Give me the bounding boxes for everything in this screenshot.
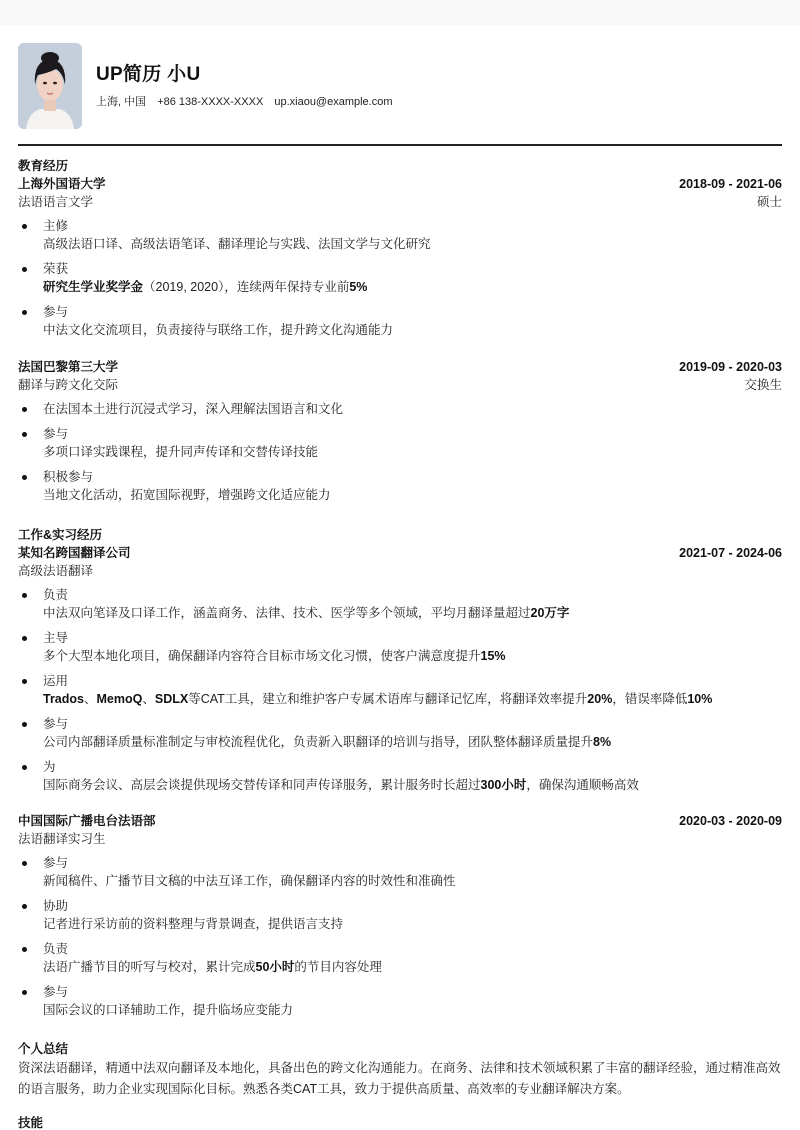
education-entry <box>18 175 782 339</box>
company-name: 某知名跨国翻译公司 <box>18 546 131 560</box>
skills-section <box>18 1114 782 1130</box>
summary-text: 资深法语翻译，精通中法双向翻译及本地化，具备出色的跨文化沟通能力。在商务、法律和技术领域积累了丰富的翻译经验，通过精准高效的语言服务，助力企业实现国际化目标。熟悉各类CAT工具，致力于提供高质量、高效率的专业翻译解决方案。 <box>18 1061 781 1096</box>
header-divider <box>18 144 782 146</box>
header-info <box>96 43 401 109</box>
list-item: 主修 高级法语口译、高级法语笔译、翻译理论与实践、法国文学与文化研究 <box>18 217 782 253</box>
major: 翻译与跨文化交际 <box>18 378 119 392</box>
company-name: 中国国际广播电台法语部 <box>18 814 156 828</box>
date-range: 2019-09 - 2020-03 <box>679 360 782 374</box>
list-item: 主导 多个大型本地化项目，确保翻译内容符合目标市场文化习惯，使客户满意度提升15% <box>18 629 782 665</box>
date-range: 2021-07 - 2024-06 <box>679 546 782 560</box>
work-entry <box>18 544 782 794</box>
list-item: 协助 记者进行采访前的资料整理与背景调查，提供语言支持 <box>18 897 782 933</box>
summary-section <box>18 1040 782 1100</box>
list-item: 参与 新闻稿件、广播节目文稿的中法互译工作，确保翻译内容的时效性和准确性 <box>18 854 782 890</box>
email: up.xiaou@example.com <box>274 96 393 108</box>
section-title-skills: 技能 <box>18 1116 44 1130</box>
list-item: 参与 国际会议的口译辅助工作，提升临场应变能力 <box>18 983 782 1019</box>
work-section <box>18 526 782 801</box>
job-role: 高级法语翻译 <box>18 564 94 578</box>
location: 上海, 中国 <box>96 96 147 108</box>
school-name: 上海外国语大学 <box>18 177 106 191</box>
candidate-name: UP简历 小U <box>96 64 201 85</box>
top-strip <box>0 0 800 25</box>
list-item: 在法国本土进行沉浸式学习，深入理解法国语言和文化 <box>18 400 782 418</box>
profile-photo-icon <box>18 43 82 129</box>
phone: +86 138-XXXX-XXXX <box>157 96 264 108</box>
major: 法语语言文学 <box>18 195 94 209</box>
contact-line <box>96 95 401 109</box>
list-item: 负责 中法双向笔译及口译工作，涵盖商务、法律、技术、医学等多个领域，平均月翻译量超过20万字 <box>18 586 782 622</box>
list-item: 为 国际商务会议、高层会谈提供现场交替传译和同声传译服务，累计服务时长超过300小时，确保沟通顺畅高效 <box>18 758 782 794</box>
job-role: 法语翻译实习生 <box>18 832 106 846</box>
education-entry <box>18 358 782 511</box>
list-item: 积极参与 当地文化活动，拓宽国际视野，增强跨文化适应能力 <box>18 468 782 504</box>
section-title-work: 工作&实习经历 <box>18 528 103 542</box>
resume-page <box>18 43 782 1130</box>
list-item: 荣获 研究生学业奖学金（2019, 2020），连续两年保持专业前5% <box>18 260 782 296</box>
section-title-summary: 个人总结 <box>18 1042 69 1056</box>
degree: 硕士 <box>756 195 782 209</box>
list-item: 运用 Trados、MemoQ、SDLX等CAT工具，建立和维护客户专属术语库与翻译记忆库，将翻译效率提升20%，错误率降低10% <box>18 672 782 708</box>
date-range: 2018-09 - 2021-06 <box>679 177 782 191</box>
list-item: 负责 法语广播节目的听写与校对，累计完成50小时的节目内容处理 <box>18 940 782 976</box>
section-title-education: 教育经历 <box>18 159 69 173</box>
list-item: 参与 多项口译实践课程，提升同声传译和交替传译技能 <box>18 425 782 461</box>
resume-header <box>18 43 782 129</box>
list-item: 参与 公司内部翻译质量标准制定与审校流程优化，负责新入职翻译的培训与指导，团队整体翻译质量提升8% <box>18 715 782 751</box>
work-entry <box>18 812 782 1026</box>
school-name: 法国巴黎第三大学 <box>18 360 119 374</box>
degree: 交换生 <box>744 378 782 392</box>
list-item: 参与 中法文化交流项目，负责接待与联络工作，提升跨文化沟通能力 <box>18 303 782 339</box>
education-section <box>18 157 782 346</box>
date-range: 2020-03 - 2020-09 <box>679 814 782 828</box>
